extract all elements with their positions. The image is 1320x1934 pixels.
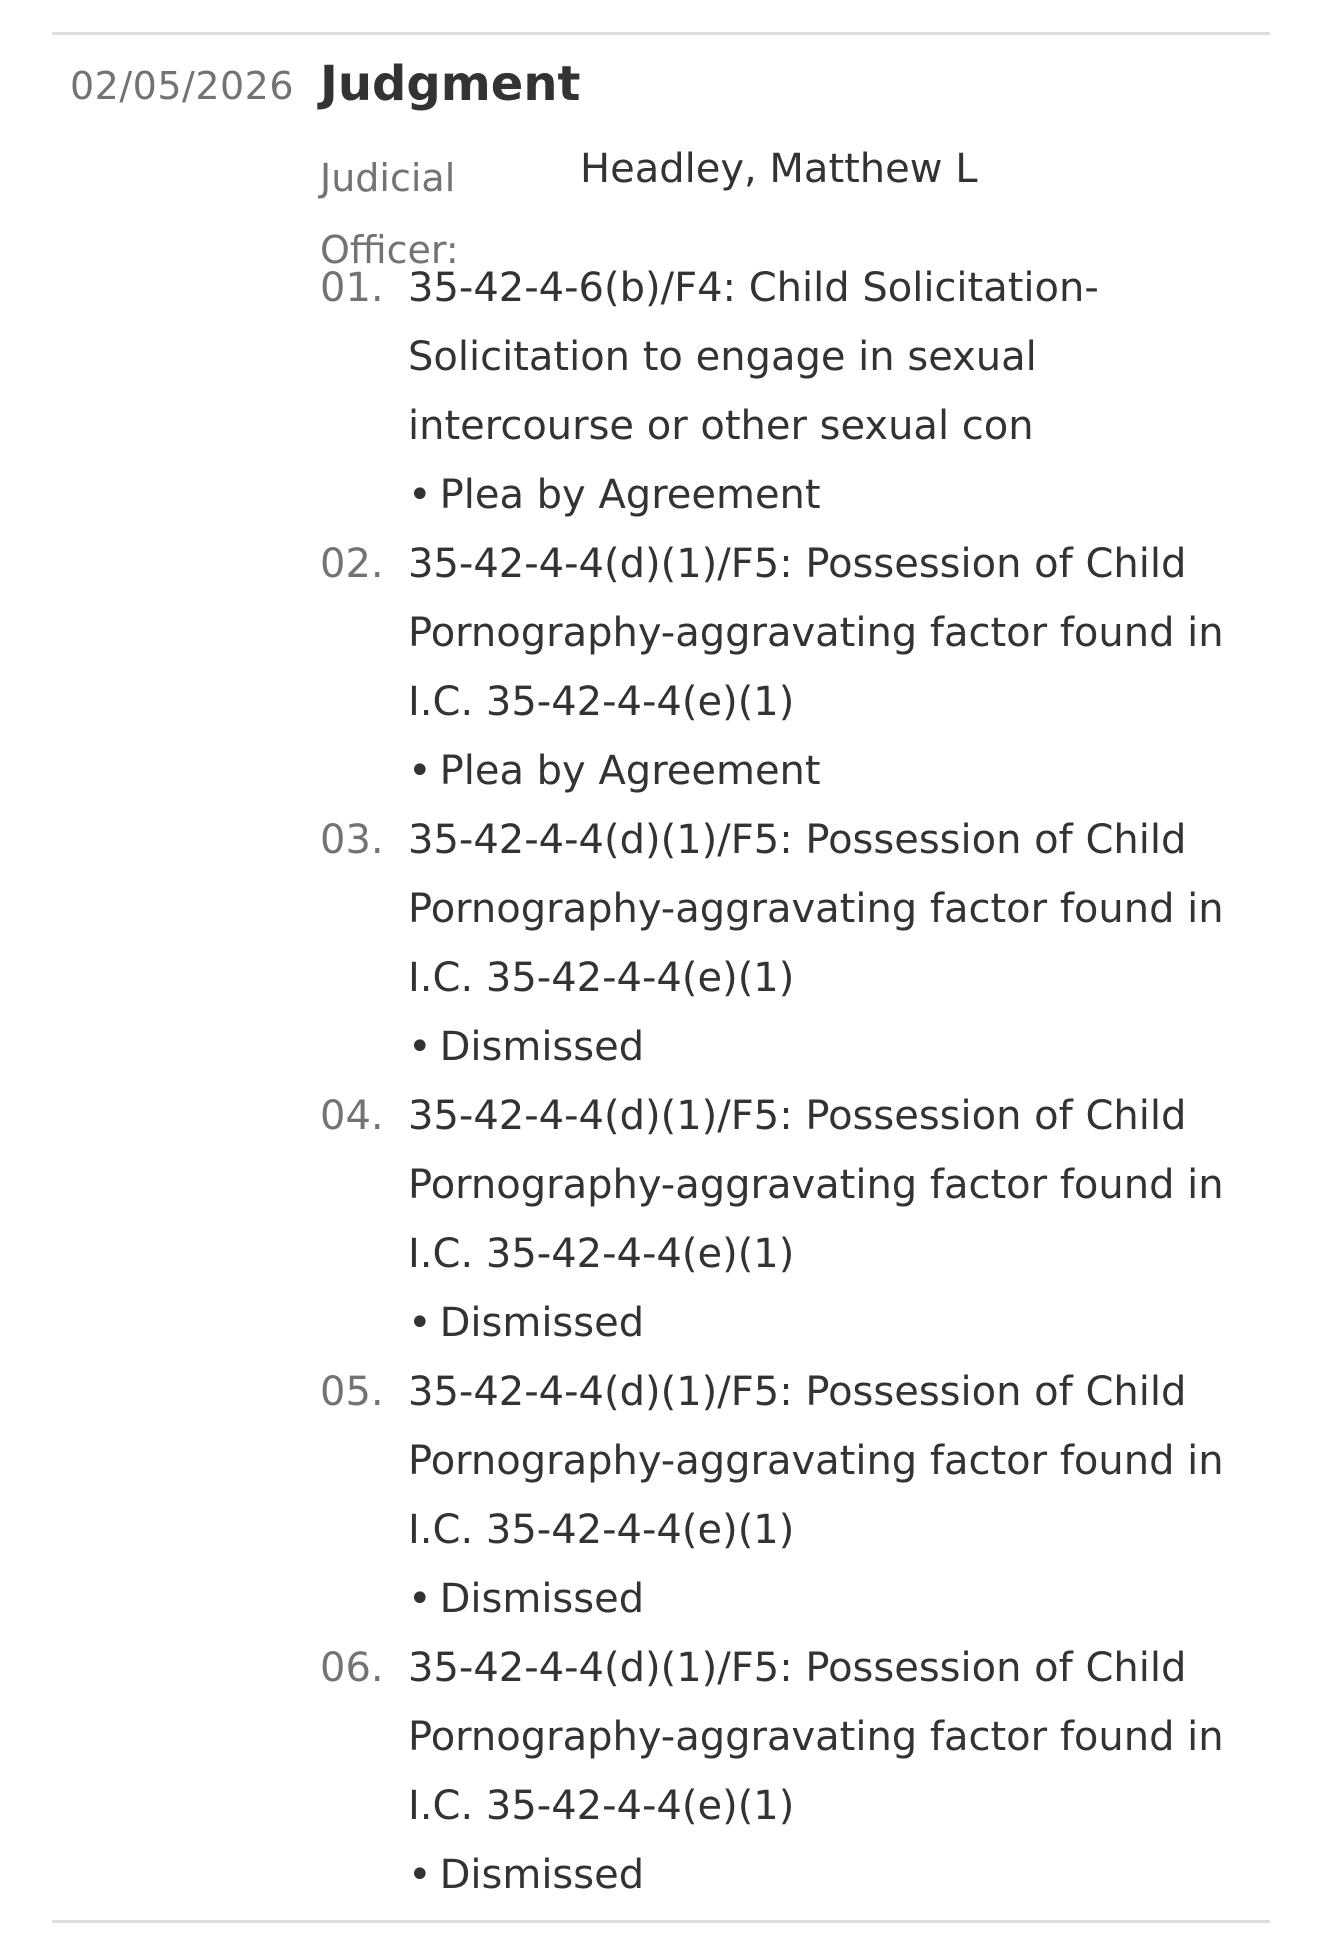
charge-disposition [408, 1289, 1260, 1358]
charge-number: 03. [320, 817, 384, 863]
charge-description: 35-42-4-4(d)(1)/F5: Possession of Child Pornography-aggravating factor found in I.C. 35-42-4-4(e)(1) [408, 1645, 1224, 1829]
bottom-divider [52, 1920, 1270, 1923]
charge-item [320, 1634, 1260, 1910]
charge-description: 35-42-4-6(b)/F4: Child Solicitation-Solicitation to engage in sexual intercourse or other sexual con [408, 265, 1099, 449]
charge-disposition [408, 461, 1260, 530]
bullet-icon: • [408, 1576, 432, 1622]
judicial-officer-name: Headley, Matthew L [580, 146, 978, 192]
charge-number: 01. [320, 265, 384, 311]
charge-list [320, 254, 1260, 1910]
charge-item [320, 806, 1260, 1082]
charge-number: 06. [320, 1645, 384, 1691]
charge-number: 02. [320, 541, 384, 587]
charge-item [320, 1082, 1260, 1358]
charge-item [320, 1358, 1260, 1634]
disposition-text: Plea by Agreement [439, 472, 821, 518]
charge-number: 04. [320, 1093, 384, 1139]
charge-description: 35-42-4-4(d)(1)/F5: Possession of Child Pornography-aggravating factor found in I.C. 35-42-4-4(e)(1) [408, 817, 1224, 1001]
disposition-text: Dismissed [439, 1852, 645, 1898]
bullet-icon: • [408, 1024, 432, 1070]
charge-disposition [408, 1565, 1260, 1634]
charge-disposition [408, 1841, 1260, 1910]
top-divider [52, 32, 1270, 35]
bullet-icon: • [408, 1852, 432, 1898]
charge-disposition [408, 1013, 1260, 1082]
bullet-icon: • [408, 472, 432, 518]
charge-description: 35-42-4-4(d)(1)/F5: Possession of Child Pornography-aggravating factor found in I.C. 35-42-4-4(e)(1) [408, 1093, 1224, 1277]
judicial-officer-label: Judicial Officer: [320, 156, 459, 272]
disposition-text: Dismissed [439, 1576, 645, 1622]
event-title: Judgment [320, 56, 581, 112]
charge-item [320, 254, 1260, 530]
charge-description: 35-42-4-4(d)(1)/F5: Possession of Child Pornography-aggravating factor found in I.C. 35-42-4-4(e)(1) [408, 1369, 1224, 1553]
charge-number: 05. [320, 1369, 384, 1415]
bullet-icon: • [408, 1300, 432, 1346]
charge-description: 35-42-4-4(d)(1)/F5: Possession of Child Pornography-aggravating factor found in I.C. 35-42-4-4(e)(1) [408, 541, 1224, 725]
disposition-text: Dismissed [439, 1300, 645, 1346]
disposition-text: Plea by Agreement [439, 748, 821, 794]
event-date: 02/05/2026 [70, 64, 295, 108]
charge-disposition [408, 737, 1260, 806]
charge-item [320, 530, 1260, 806]
bullet-icon: • [408, 748, 432, 794]
disposition-text: Dismissed [439, 1024, 645, 1070]
